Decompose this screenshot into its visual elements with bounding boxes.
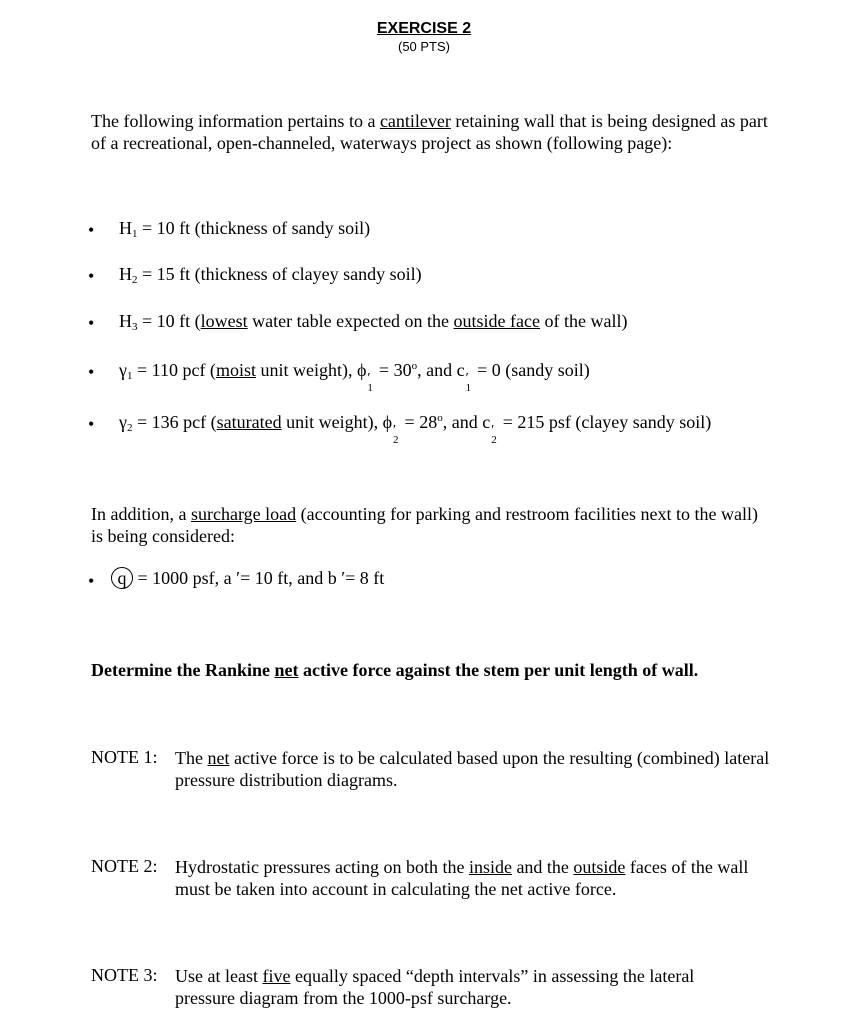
- note-1-body: The net active force is to be calculated based upon the resulting (combined) lateral pressure distribution diagrams.: [175, 748, 770, 790]
- q-circle: q: [111, 567, 133, 589]
- bullet-marker: •: [88, 266, 95, 286]
- note-1-label: NOTE 1:: [91, 747, 158, 767]
- exercise-title: EXERCISE 2: [376, 20, 472, 37]
- bullet-h3: $H_3 = 10$ ft (lowest water table expected on the outside face of the wall): [119, 311, 628, 333]
- cantilever-term: cantilever: [379, 111, 451, 131]
- points-label: (50 PTS): [397, 39, 450, 54]
- bullet-marker: •: [88, 571, 95, 591]
- surcharge-term: surcharge load: [190, 504, 297, 524]
- note-2-body: Hydrostatic pressures acting on both the inside and the outside faces of the wall must be taken into account in calculating the net active force.: [175, 857, 749, 899]
- task-statement: Determine the Rankine net active force against the stem per unit length of wall.: [91, 660, 699, 680]
- bullet-marker: •: [88, 220, 95, 240]
- bullet-h1: $H_1 = 10$ ft (thickness of sandy soil): [119, 218, 371, 240]
- note-2-label: NOTE 2:: [91, 856, 158, 876]
- bullet-gamma2: $\gamma_2 = 136$ pcf (saturated unit weight), ϕ ′ 2 = $28^o$, and c ′ 2 = 215 psf (clayey sandy soil): [119, 412, 712, 446]
- note-3-body: Use at least five equally spaced “depth intervals” in assessing the lateral pressure diagram from the 1000-psf surcharge.: [175, 966, 695, 1008]
- intro-paragraph: The following information pertains to a cantilever retaining wall that is being designed as part of a recreational, open-channeled, waterways project as shown (following page):: [91, 111, 768, 153]
- bullet-h2: $H_2 = 15$ ft (thickness of clayey sandy soil): [119, 264, 422, 286]
- addition-paragraph: In addition, a surcharge load (accounting for parking and restroom facilities next to the wall) is being considered:: [91, 504, 758, 546]
- note-3-label: NOTE 3:: [91, 965, 158, 985]
- bullet-marker: •: [88, 313, 95, 333]
- bullet-marker: •: [88, 414, 95, 434]
- bullet-surcharge: q = 1000 psf, a ′= 10 ft, and b ′= 8 ft: [111, 567, 384, 589]
- bullet-gamma1: $\gamma_1 = 110$ pcf (moist unit weight), ϕ ′ 1 = $30^o$, and c ′ 1 = 0 (sandy soil): [119, 360, 590, 394]
- bullet-marker: •: [88, 362, 95, 382]
